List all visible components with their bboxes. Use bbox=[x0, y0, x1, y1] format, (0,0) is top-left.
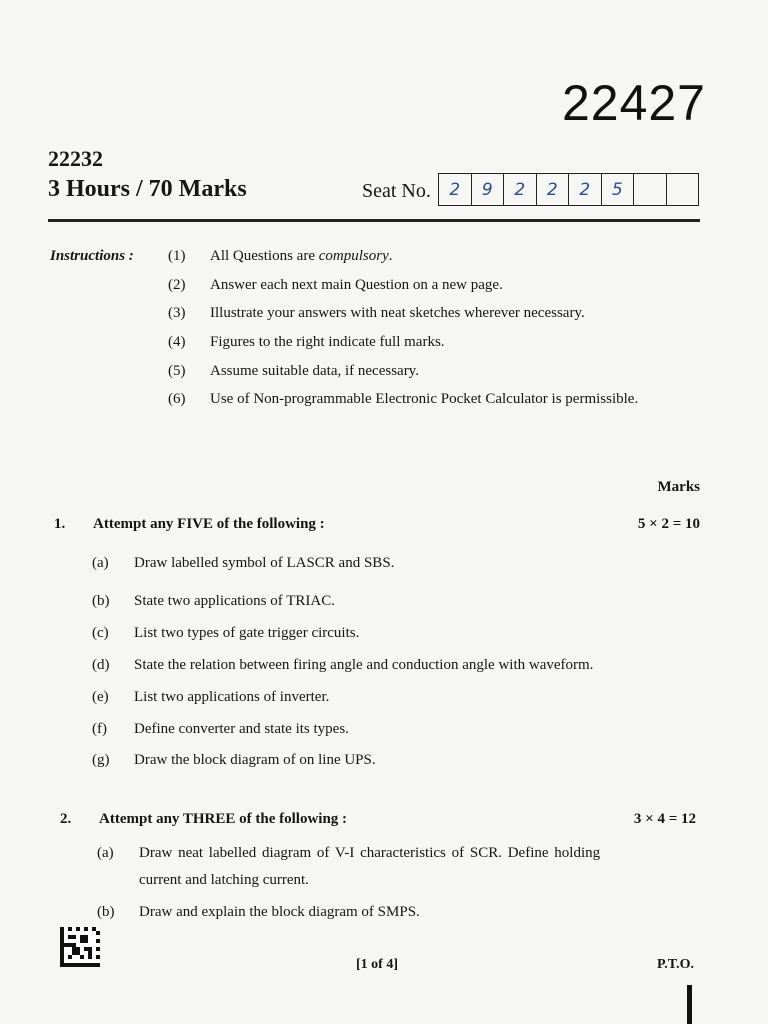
sub-question-text: Draw labelled symbol of LASCR and SBS. bbox=[134, 555, 395, 571]
seat-digit-box: 2 bbox=[439, 174, 472, 205]
sub-question-text: current and latching current. bbox=[139, 872, 309, 888]
subject-code-large: 22427 bbox=[561, 75, 706, 131]
sub-question-letter: (e) bbox=[92, 689, 109, 705]
seat-digit-box: 5 bbox=[602, 174, 635, 205]
instruction-number: (3) bbox=[168, 305, 186, 321]
question-heading: Attempt any THREE of the following : bbox=[99, 811, 348, 827]
margin-mark bbox=[687, 985, 692, 1024]
instruction-text: Assume suitable data, if necessary. bbox=[210, 363, 419, 379]
seat-digit-box: 9 bbox=[472, 174, 505, 205]
seat-digit-box: 2 bbox=[537, 174, 570, 205]
seat-digit-box: 2 bbox=[504, 174, 537, 205]
question-heading: Attempt any FIVE of the following : bbox=[93, 516, 325, 532]
sub-question-letter: (d) bbox=[92, 657, 110, 673]
header-divider bbox=[48, 219, 700, 222]
question-number: 2. bbox=[60, 811, 72, 827]
question-marks: 3 × 4 = 12 bbox=[633, 811, 696, 827]
sub-question-letter: (c) bbox=[92, 625, 109, 641]
sub-question-text: Draw the block diagram of on line UPS. bbox=[134, 752, 376, 768]
page-number: [1 of 4] bbox=[356, 957, 398, 972]
sub-question-text: Draw neat labelled diagram of V-I characteristics of SCR. Define holding bbox=[139, 845, 601, 861]
seat-number-boxes bbox=[438, 173, 699, 206]
instruction-number: (4) bbox=[168, 334, 186, 350]
datamatrix-code-icon bbox=[60, 926, 100, 968]
instruction-text: Answer each next main Question on a new page. bbox=[210, 277, 503, 293]
seat-number-label: Seat No. bbox=[362, 180, 431, 202]
instruction-number: (5) bbox=[168, 363, 186, 379]
instruction-text: All Questions are compulsory. bbox=[210, 248, 393, 264]
sub-question-letter: (a) bbox=[92, 555, 109, 571]
question-marks: 5 × 2 = 10 bbox=[637, 516, 700, 532]
sub-question-letter: (f) bbox=[92, 721, 107, 737]
instruction-text: Figures to the right indicate full marks. bbox=[210, 334, 445, 350]
instructions-label: Instructions : bbox=[50, 248, 134, 264]
sub-question-text: List two types of gate trigger circuits. bbox=[134, 625, 360, 641]
paper-code: 22232 bbox=[48, 146, 103, 171]
seat-digit-box bbox=[634, 174, 667, 205]
sub-question-letter: (a) bbox=[97, 845, 114, 861]
sub-question-text: List two applications of inverter. bbox=[134, 689, 330, 705]
marks-column-heading: Marks bbox=[657, 479, 700, 495]
sub-question-text: Define converter and state its types. bbox=[134, 721, 349, 737]
sub-question-text: State the relation between firing angle and conduction angle with waveform. bbox=[134, 657, 594, 673]
sub-question-text: Draw and explain the block diagram of SMPS. bbox=[139, 904, 420, 920]
instruction-text: Use of Non-programmable Electronic Pocket Calculator is permissible. bbox=[210, 391, 639, 407]
instruction-number: (2) bbox=[168, 277, 186, 293]
instruction-number: (1) bbox=[168, 248, 186, 264]
please-turn-over: P.T.O. bbox=[657, 957, 694, 972]
seat-digit-box: 2 bbox=[569, 174, 602, 205]
sub-question-letter: (b) bbox=[92, 593, 110, 609]
duration-marks: 3 Hours / 70 Marks bbox=[48, 176, 247, 202]
sub-question-text: State two applications of TRIAC. bbox=[134, 593, 335, 609]
question-number: 1. bbox=[54, 516, 66, 532]
seat-digit-box bbox=[667, 174, 699, 205]
sub-question-letter: (g) bbox=[92, 752, 110, 768]
instruction-text: Illustrate your answers with neat sketches wherever necessary. bbox=[210, 305, 585, 321]
sub-question-letter: (b) bbox=[97, 904, 115, 920]
instruction-number: (6) bbox=[168, 391, 186, 407]
